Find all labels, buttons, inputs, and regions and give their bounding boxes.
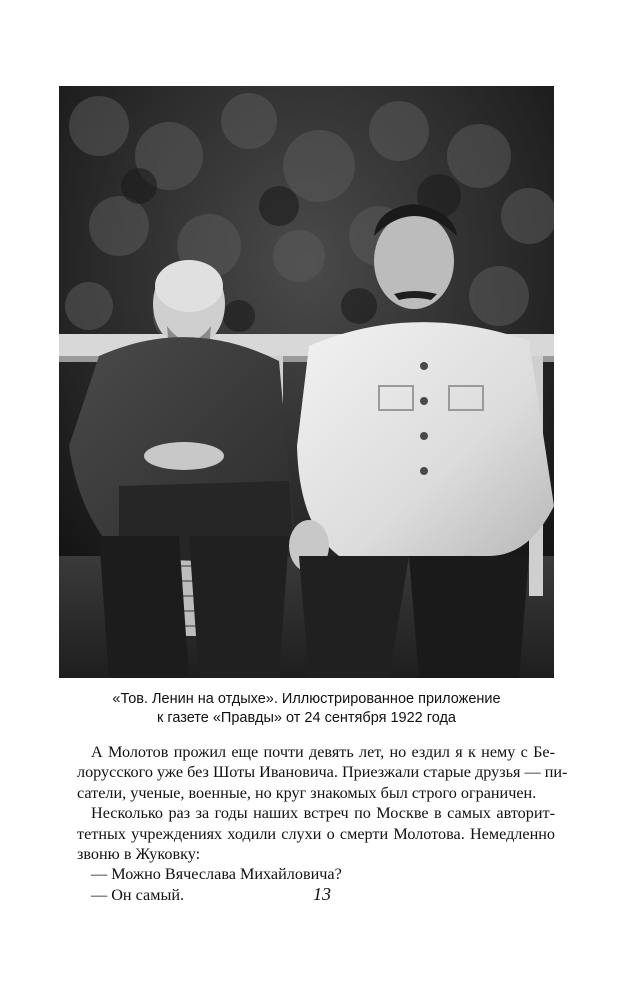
photograph-image (59, 86, 554, 678)
photo-caption (59, 690, 554, 728)
dialog-line-1: — Можно Вячеслава Михайловича? (91, 865, 342, 884)
paragraph-1-line-1: А Молотов прожил еще почти девять лет, но ездил я к нему с Бе- (91, 743, 555, 761)
paragraph-1-line-3: сатели, ученые, военные, но круг знакомых был строго ограничен. (77, 783, 537, 802)
paragraph-2-line-2: тетных учреждениях ходили слухи о смерти Молотова. Немедленно (77, 824, 555, 843)
caption-line-2: к газете «Правды» от 24 сентября 1922 года (156, 710, 456, 726)
paragraph-1-line-2: лорусского уже без Шоты Ивановича. Приезжали старые друзья — пи- (77, 763, 568, 782)
dialog-line-2: — Он самый. (91, 885, 185, 904)
historical-photograph (59, 86, 554, 678)
paragraph-2-line-3: звоню в Жуковку: (77, 845, 201, 864)
body-text (77, 742, 568, 905)
paragraph-2-line-1: Несколько раз за годы наших встреч по Москве в самых авторит- (91, 804, 555, 823)
caption-line-1: «Тов. Ленин на отдыхе». Иллюстрированное приложение (112, 691, 501, 707)
page-number: 13 (313, 884, 331, 904)
